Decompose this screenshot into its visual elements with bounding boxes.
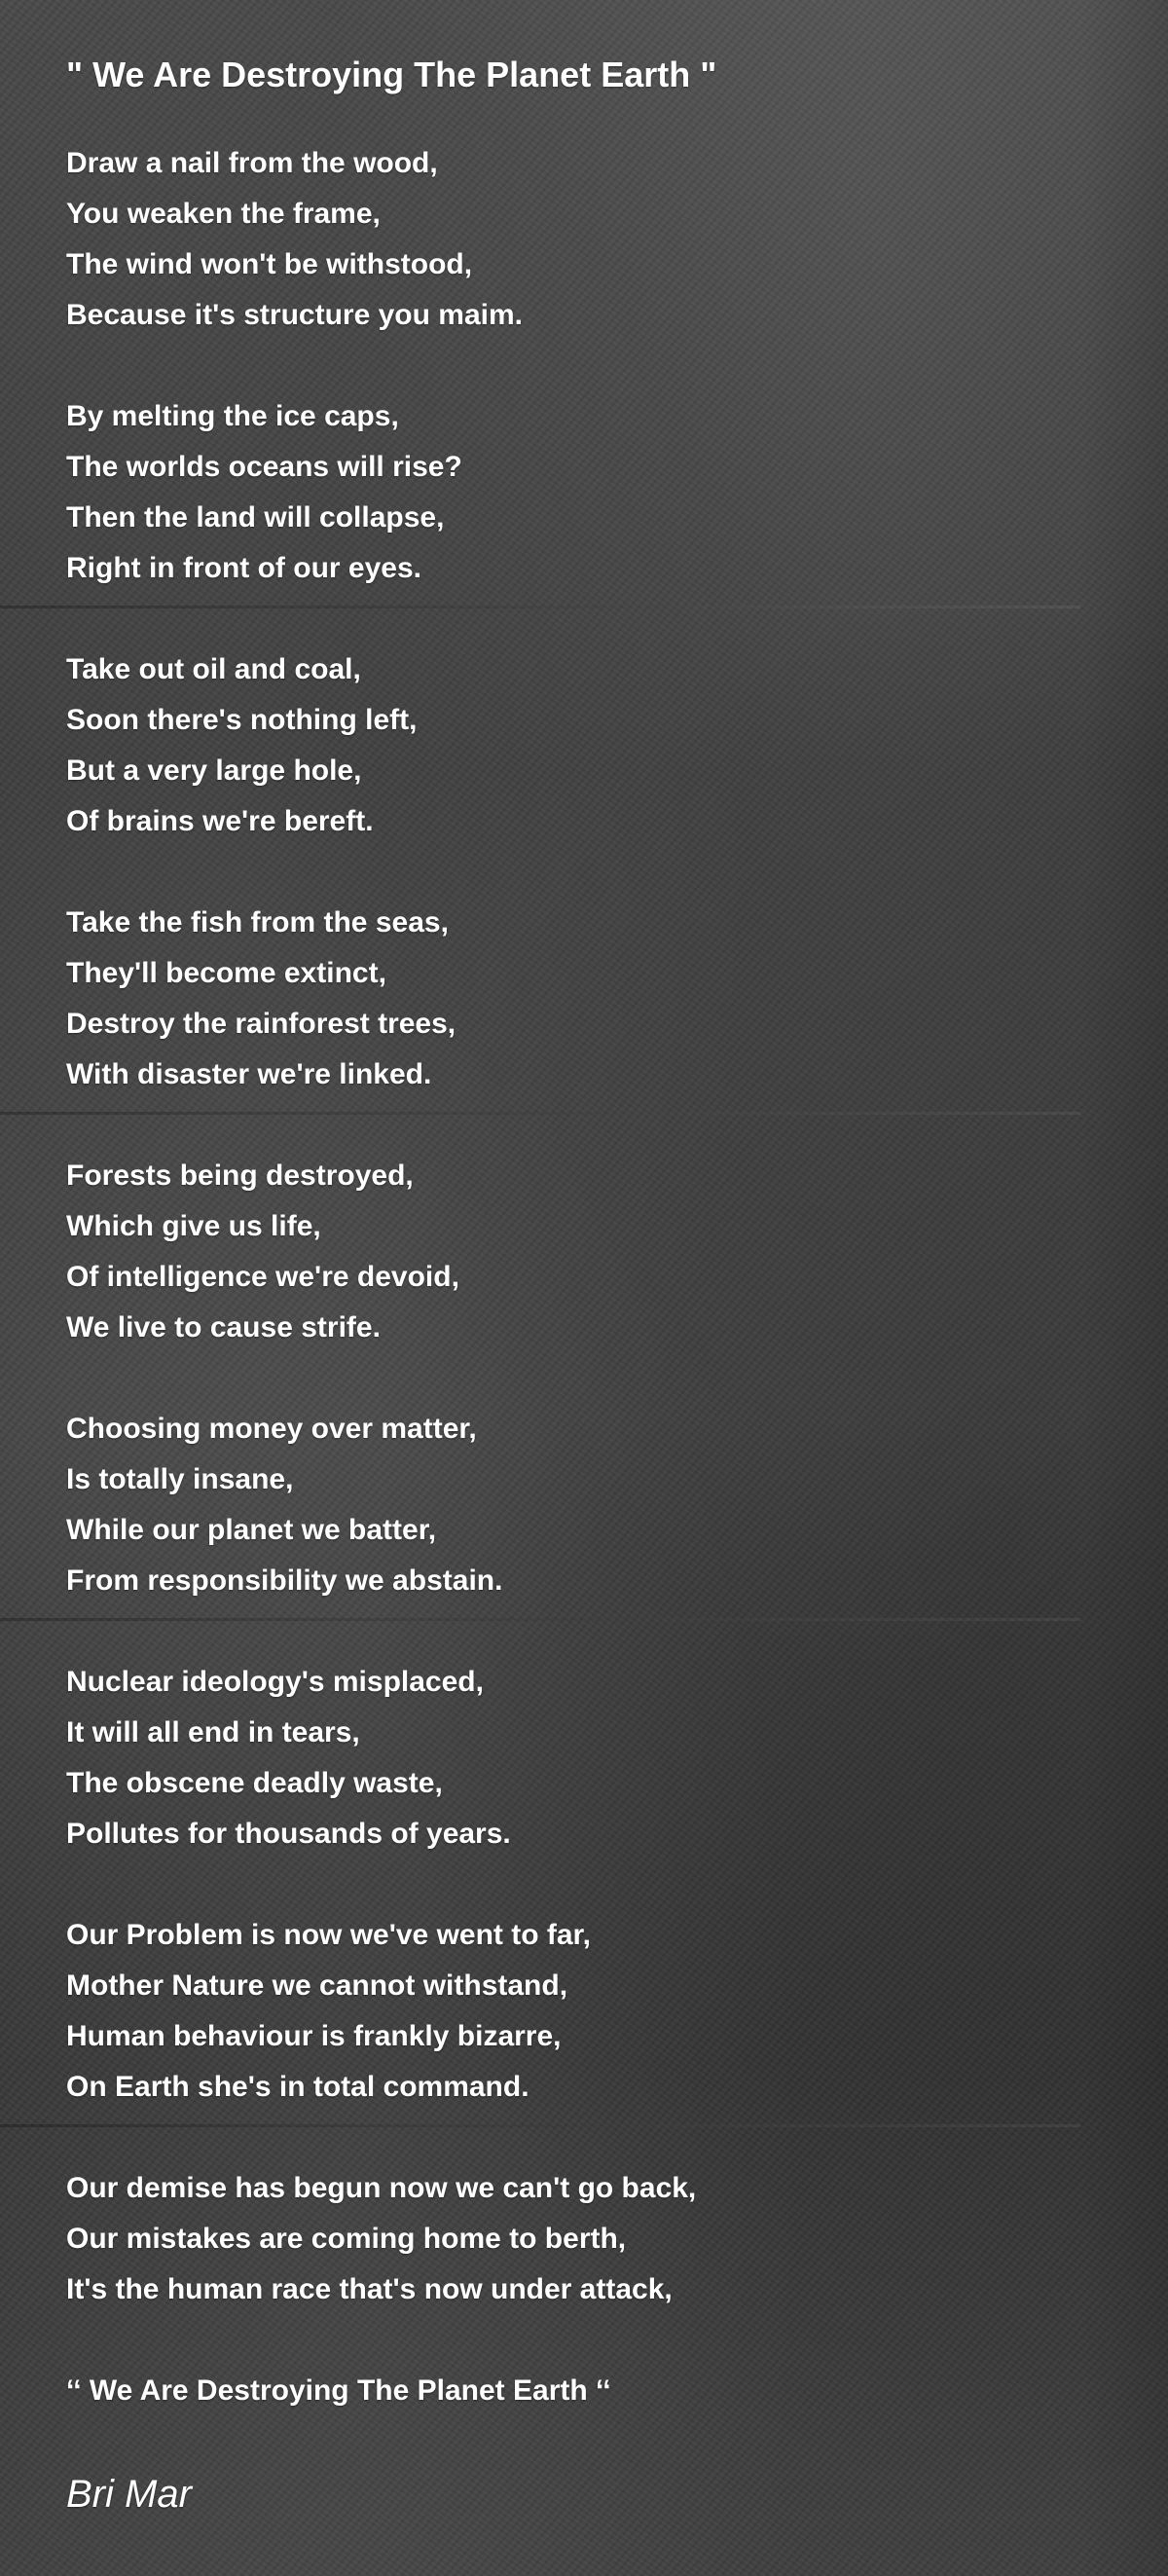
poem-line: Human behaviour is frankly bizarre, — [66, 2020, 562, 2052]
poem-line: We live to cause strife. — [66, 1311, 381, 1343]
stanza-2 — [66, 391, 1117, 594]
stanza-1 — [66, 138, 1117, 341]
poem-line: The worlds oceans will rise? — [66, 451, 462, 483]
poem-line: Forests being destroyed, — [66, 1159, 414, 1192]
poem-line: Of intelligence we're devoid, — [66, 1261, 459, 1293]
poem-line: Pollutes for thousands of years. — [66, 1818, 511, 1850]
poem-line: Choosing money over matter, — [66, 1413, 477, 1445]
poem-line: Is totally insane, — [66, 1463, 294, 1495]
poem-line: Draw a nail from the wood, — [66, 147, 438, 179]
poem-line: The obscene deadly waste, — [66, 1767, 443, 1799]
poem-line: Take out oil and coal, — [66, 653, 361, 685]
poem-line: From responsibility we abstain. — [66, 1564, 503, 1597]
stanza-3 — [66, 644, 1117, 847]
stanza-4 — [66, 898, 1117, 1100]
poem-line: Right in front of our eyes. — [66, 552, 421, 584]
poem-line: By melting the ice caps, — [66, 400, 399, 432]
stanza-6 — [66, 1404, 1117, 1606]
poem-line: On Earth she's in total command. — [66, 2071, 529, 2103]
poem-line: But a very large hole, — [66, 754, 362, 787]
stanza-5 — [66, 1151, 1117, 1353]
poem-line: Our demise has begun now we can't go back, — [66, 2172, 697, 2204]
stanza-9 — [66, 2163, 1117, 2315]
stanza-7 — [66, 1657, 1117, 1859]
poem-content — [66, 45, 1117, 2521]
poem-line: You weaken the frame, — [66, 198, 381, 230]
poem-line: The wind won't be withstood, — [66, 248, 473, 280]
poem-author: Bri Mar — [66, 2473, 192, 2516]
poem-line: Mother Nature we cannot withstand, — [66, 1969, 568, 2002]
poem-line: While our planet we batter, — [66, 1514, 437, 1546]
stanza-10 — [66, 2366, 1117, 2416]
poem-line: Our Problem is now we've went to far, — [66, 1919, 591, 1951]
poem-line: Then the land will collapse, — [66, 501, 445, 534]
poem-line: Because it's structure you maim. — [66, 299, 523, 331]
poem-closing-line: ‘‘ We Are Destroying The Planet Earth ‘‘ — [66, 2374, 611, 2407]
poem-line: It will all end in tears, — [66, 1716, 360, 1748]
poem-line: Of brains we're bereft. — [66, 805, 374, 837]
stanza-8 — [66, 1910, 1117, 2113]
poem-line: Nuclear ideology's misplaced, — [66, 1666, 484, 1698]
poem-line: With disaster we're linked. — [66, 1058, 432, 1090]
poem-line: Soon there's nothing left, — [66, 704, 418, 736]
poem-line: Our mistakes are coming home to berth, — [66, 2223, 627, 2255]
poem-line: It's the human race that's now under attack, — [66, 2273, 673, 2305]
poem-title: " We Are Destroying The Planet Earth " — [66, 55, 717, 94]
poem-line: They'll become extinct, — [66, 957, 386, 989]
poem-line: Take the fish from the seas, — [66, 906, 449, 938]
poem-line: Destroy the rainforest trees, — [66, 1008, 456, 1040]
poem-line: Which give us life, — [66, 1210, 321, 1242]
